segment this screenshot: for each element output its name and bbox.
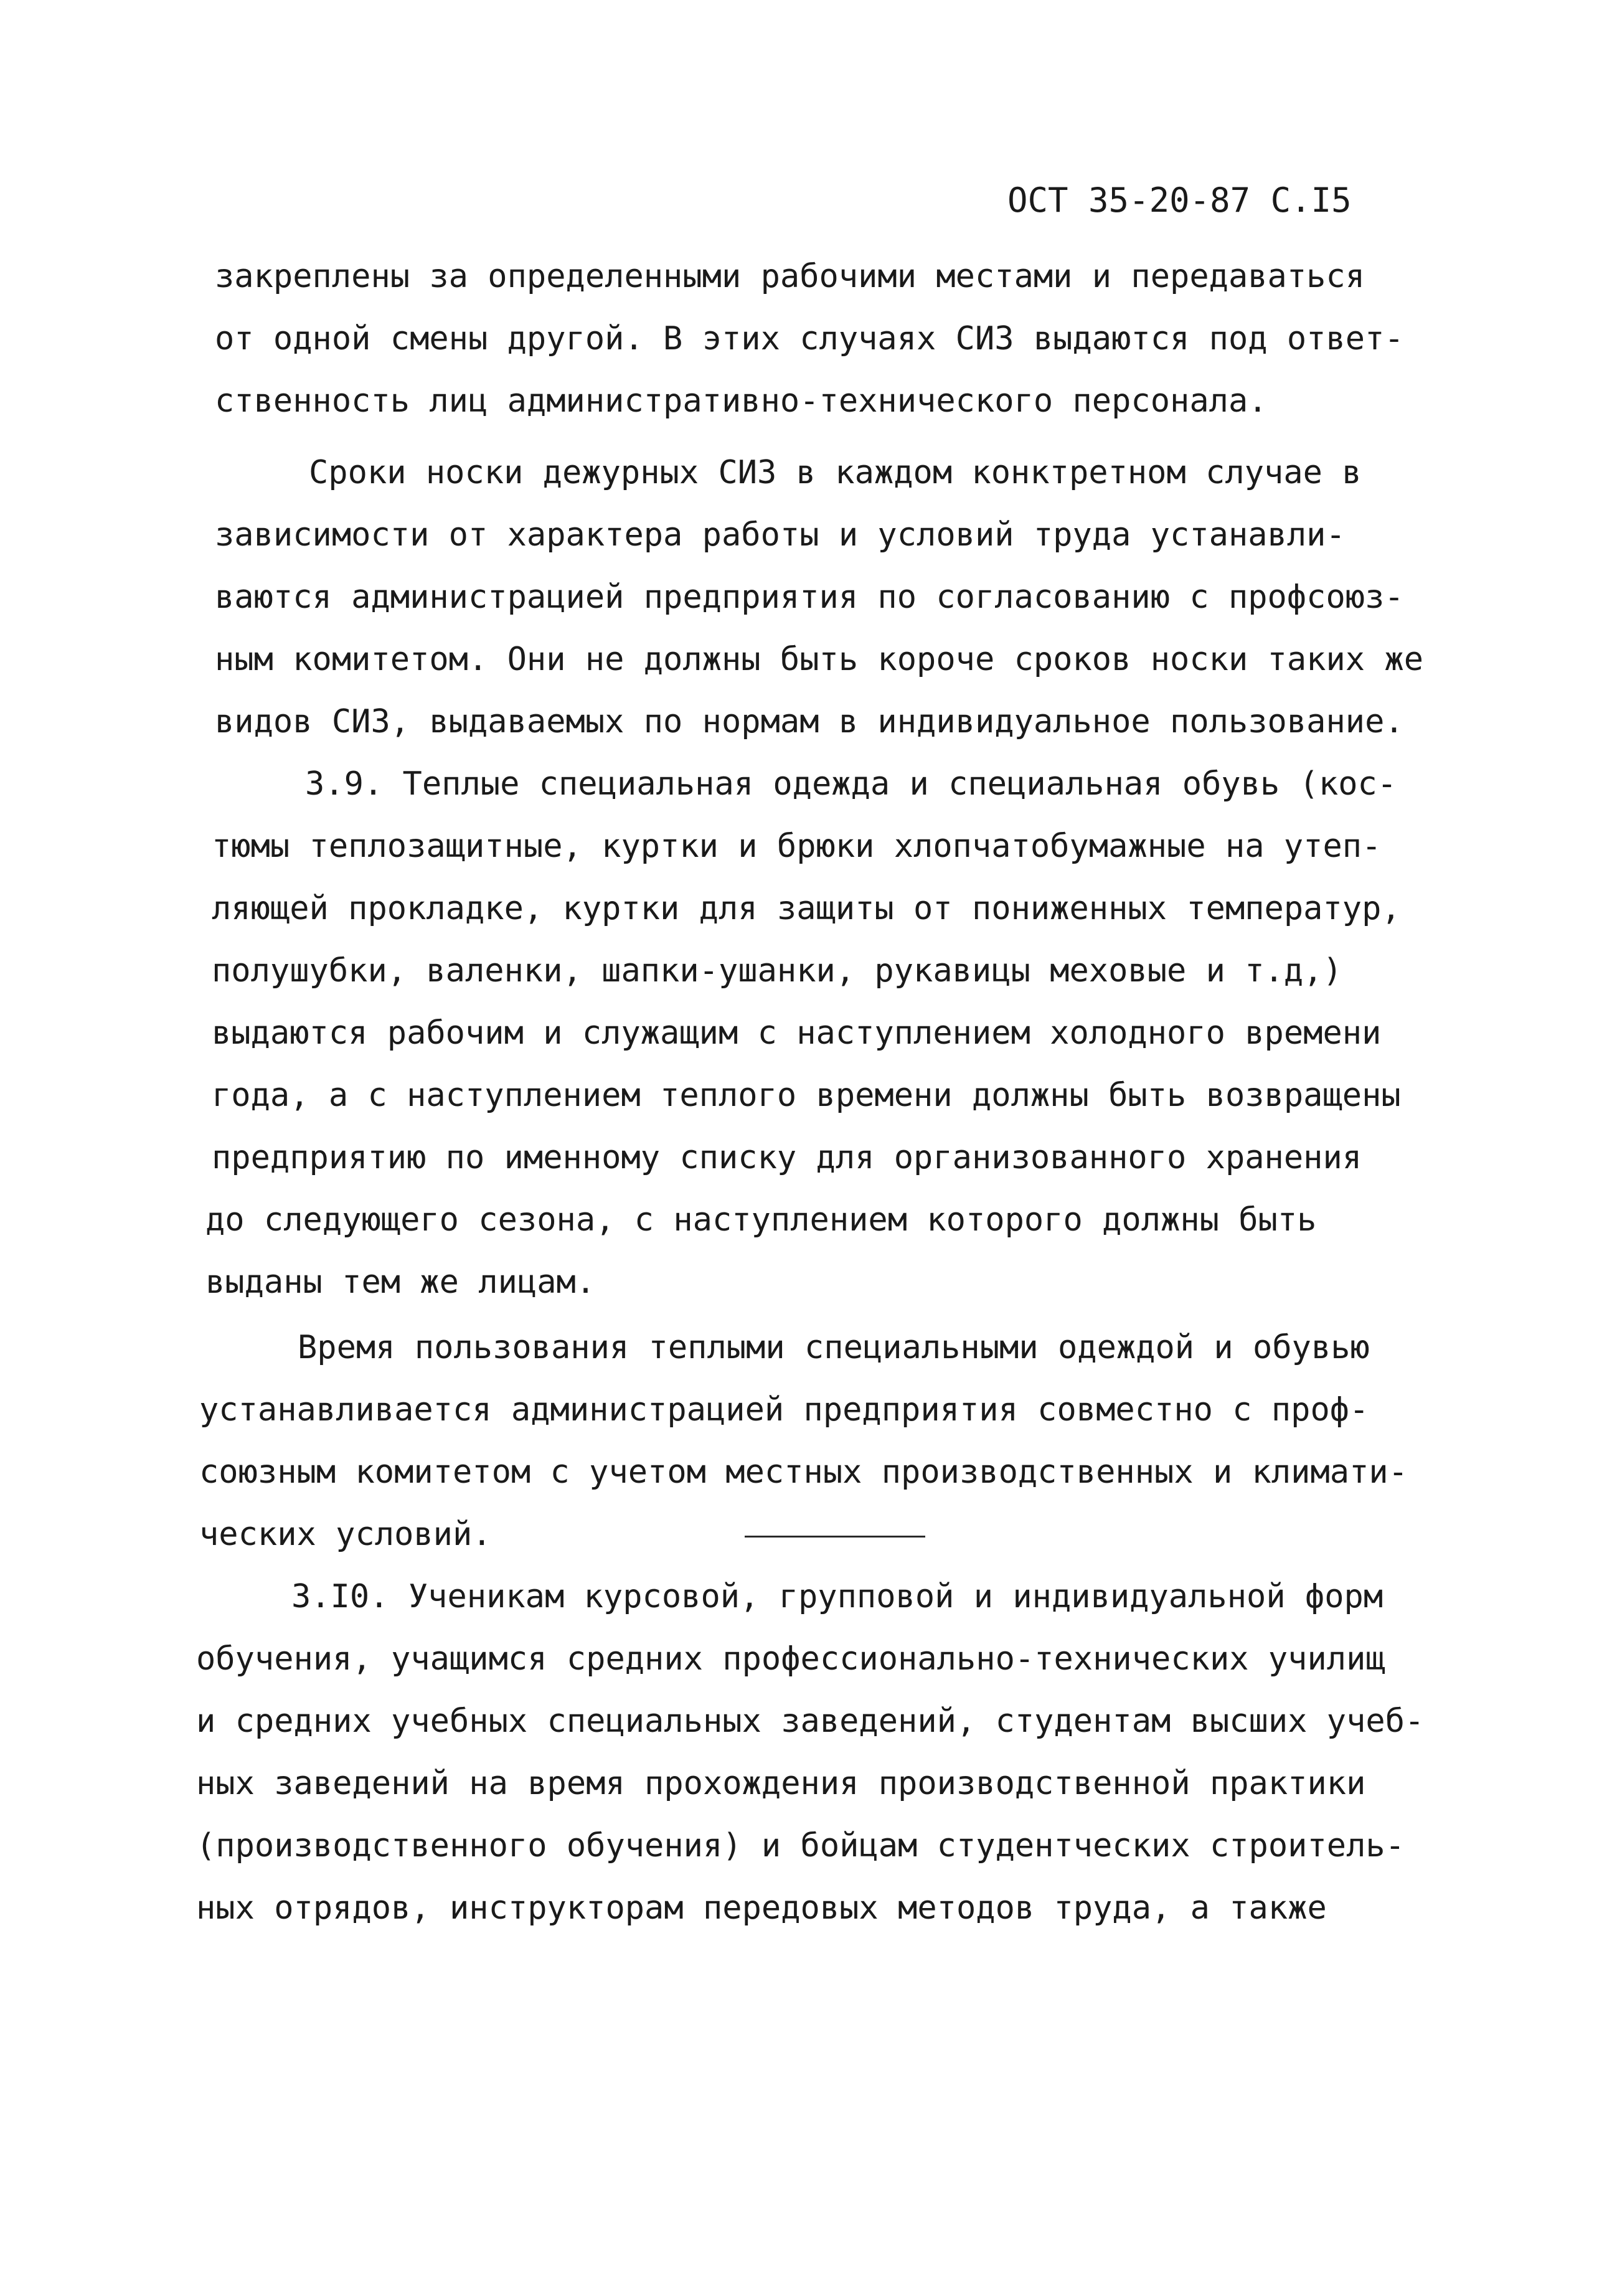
text-line: устанавливается администрацией предприятия совместно с проф- [199,1391,1369,1429]
text-line: союзным комитетом с учетом местных производственных и климати- [199,1453,1408,1491]
text-line: полушубки, валенки, шапки-ушанки, рукавицы меховые и т.д,) [212,952,1342,990]
section-divider [745,1536,925,1538]
text-line: Время пользования теплыми специальными одеждой и обувью [298,1329,1370,1366]
text-line: до следующего сезона, с наступлением которого должны быть [205,1201,1317,1239]
text-line: видов СИЗ, выдаваемых по нормам в индивидуальное пользование. [215,703,1404,740]
text-line: ваются администрацией предприятия по согласованию с профсоюз- [215,579,1404,616]
text-line: 3.I0. Ученикам курсовой, групповой и индивидуальной форм [291,1578,1383,1615]
page-header: ОСТ 35-20-87 С.I5 [1007,181,1352,220]
text-line: обучения, учащимся средних профессионально-технических училищ [196,1640,1385,1678]
text-line: ляющей прокладке, куртки для защиты от пониженных температур, [212,890,1401,927]
text-line: (производственного обучения) и бойцам студентческих строитель- [196,1827,1405,1864]
text-line: выдаются рабочим и служащим с наступлением холодного времени [212,1014,1382,1052]
text-line: ных заведений на время прохождения производственной практики [196,1765,1366,1802]
text-line: ных отрядов, инструкторам передовых методов труда, а также [196,1889,1327,1927]
text-line: ческих условий. [199,1516,492,1553]
text-line: ственность лиц административно-технического персонала. [215,382,1268,420]
text-line: выданы тем же лицам. [205,1264,596,1301]
text-line: закреплены за определенными рабочими местами и передаваться [215,258,1365,295]
text-line: 3.9. Теплые специальная одежда и специальная обувь (кос- [305,765,1397,803]
text-line: года, а с наступлением теплого времени должны быть возвращены [212,1077,1401,1114]
text-line: зависимости от характера работы и условий труда устанавли- [215,516,1346,554]
text-line: от одной смены другой. В этих случаях СИЗ выдаются под ответ- [215,320,1404,357]
text-line: ным комитетом. Они не должны быть короче сроков носки таких же [215,641,1424,678]
text-line: и средних учебных специальных заведений, студентам высших учеб- [196,1703,1425,1740]
text-line: предприятию по именному списку для организованного хранения [212,1139,1362,1176]
text-line: Сроки носки дежурных СИЗ в каждом конктретном случае в [309,454,1362,491]
text-line: тюмы теплозащитные, куртки и брюки хлопчатобумажные на утеп- [212,828,1382,865]
